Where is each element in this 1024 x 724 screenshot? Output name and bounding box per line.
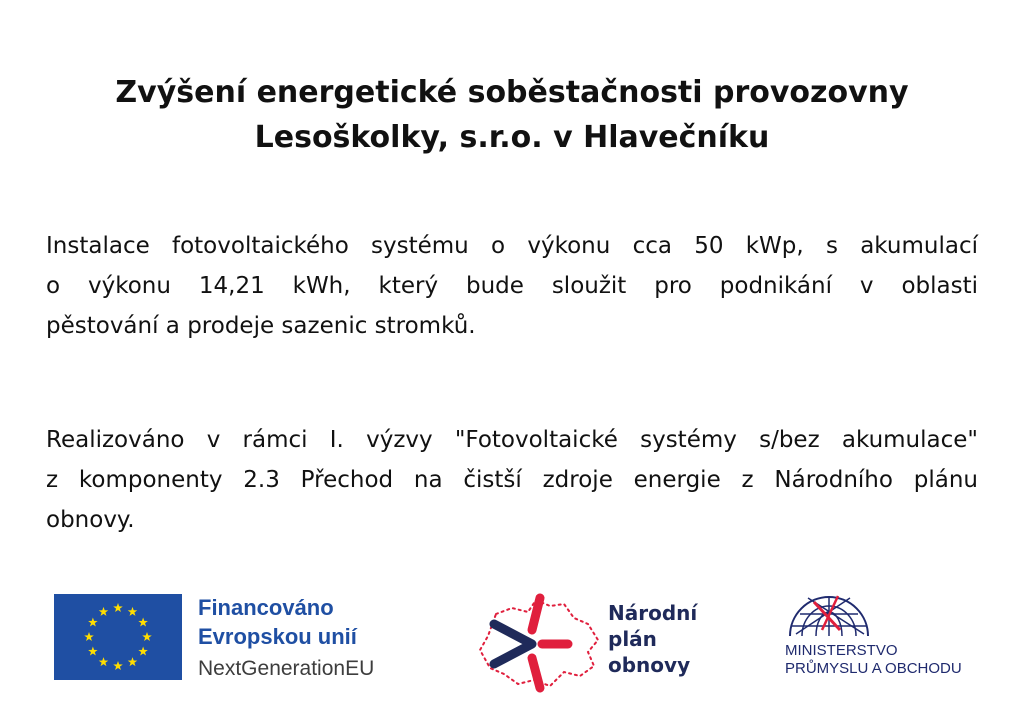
- npo-logo-text: [608, 600, 697, 678]
- description-line-2: o výkonu 14,21 kWh, který bude sloužit pro podnikání v oblasti: [46, 273, 978, 299]
- eu-text-line-3: NextGenerationEU: [198, 657, 375, 680]
- eu-text-line-2: Evropskou unií: [198, 624, 357, 649]
- title-line-2: Lesoškolky, s.r.o. v Hlavečníku: [254, 120, 770, 155]
- npo-logo-icon: [476, 592, 602, 694]
- mpo-text-line-1: MINISTERSTVO: [785, 642, 898, 659]
- project-description: [46, 226, 978, 346]
- description-line-3: pěstování a prodeje sazenic stromků.: [46, 313, 476, 339]
- title-line-1: Zvýšení energetické soběstačnosti provozovny: [115, 75, 909, 110]
- funding-statement: [46, 420, 978, 540]
- mpo-globe-icon: [784, 590, 874, 640]
- mpo-text-line-2: PRŮMYSLU A OBCHODU: [785, 660, 962, 677]
- mpo-logo-text: [785, 642, 962, 678]
- npo-text-line-3: obnovy: [608, 653, 691, 677]
- eu-text-line-1: Financováno: [198, 595, 334, 620]
- npo-text-line-1: Národní: [608, 601, 698, 625]
- description-line-1: Instalace fotovoltaického systému o výkonu cca 50 kWp, s akumulací: [46, 233, 978, 259]
- eu-funding-logo-text: [198, 593, 374, 685]
- npo-text-line-2: plán: [608, 627, 657, 651]
- funding-line-2: z komponenty 2.3 Přechod na čistší zdroje energie z Národního plánu: [46, 467, 978, 493]
- eu-flag-icon: [54, 594, 182, 680]
- page-title: [0, 70, 1024, 160]
- funding-line-1: Realizováno v rámci I. výzvy "Fotovoltaické systémy s/bez akumulace": [46, 427, 978, 453]
- funding-line-3: obnovy.: [46, 507, 135, 533]
